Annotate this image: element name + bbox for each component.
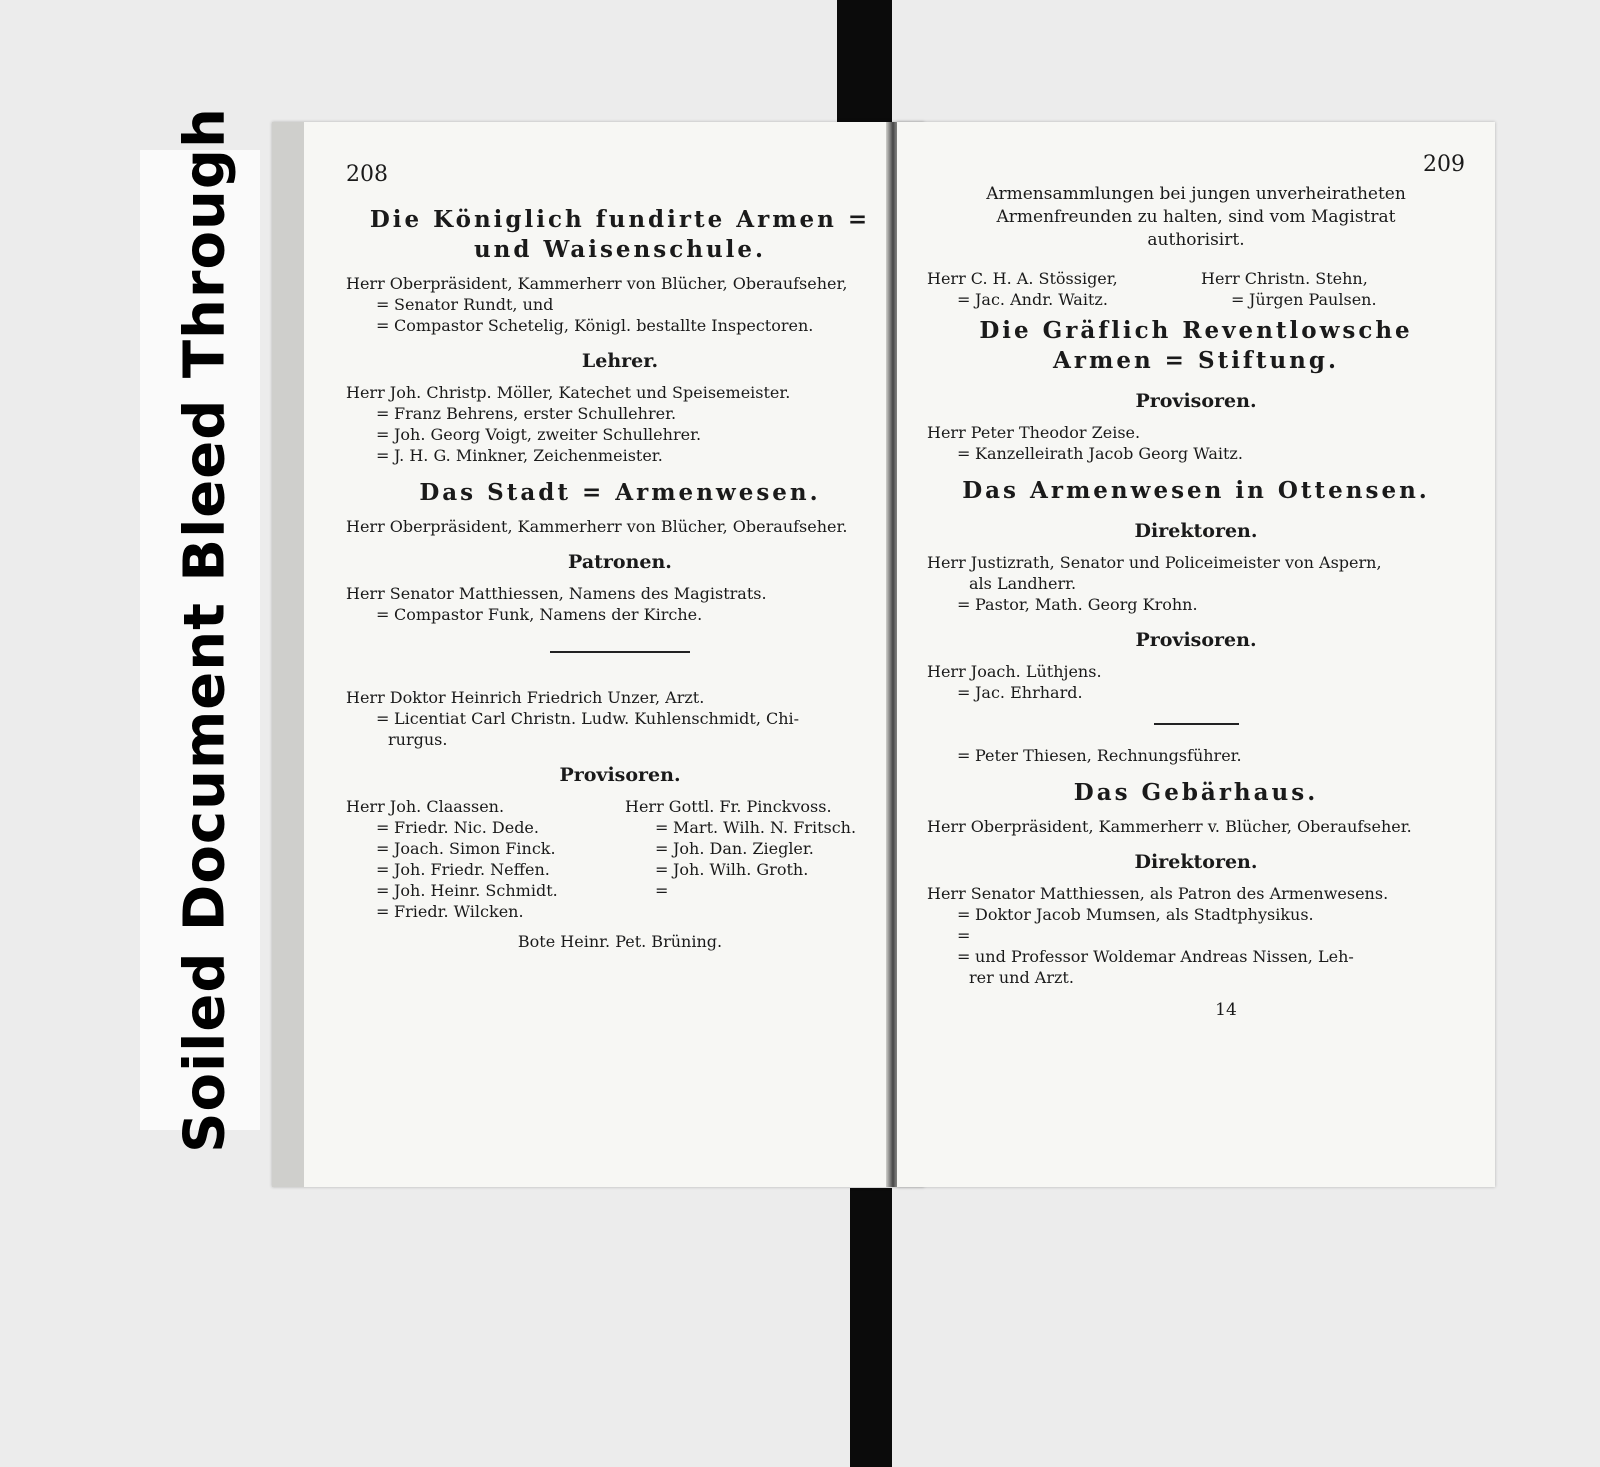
section-block [927, 778, 1465, 837]
book-spread [272, 122, 1492, 1192]
entry-text: und Professor Woldemar Andreas Nissen, Leh- [975, 947, 1354, 966]
ditto-mark: = = [957, 926, 971, 966]
entry-text: Pastor, Math. Georg Krohn. [975, 595, 1198, 614]
section-block [927, 520, 1465, 615]
ditto-mark: = [376, 446, 390, 465]
section-subheading: Lehrer. [581, 350, 659, 372]
entry-line [346, 403, 894, 424]
entry-line [346, 516, 894, 537]
entry-text: Herr Oberpräsident, Kammerherr v. Blücher, Oberaufseher. [927, 817, 1412, 836]
entry-text: Herr Senator Matthiessen, Namens des Magistrats. [346, 584, 767, 603]
entry-line [346, 382, 894, 403]
entry-text: Jac. Ehrhard. [975, 683, 1083, 702]
ditto-mark: = [376, 316, 390, 335]
entry-line [927, 661, 1465, 682]
entry-text: Compastor Funk, Namens der Kirche. [394, 605, 703, 624]
entry-text: J. H. G. Minkner, Zeichenmeister. [394, 446, 663, 465]
entry-text: Joh. Wilh. Groth. [673, 860, 809, 879]
entry-text: Herr Senator Matthiessen, als Patron des Armenwesens. [927, 884, 1389, 903]
entry-text: Herr Oberpräsident, Kammerherr von Blücher, Oberaufseher, [346, 274, 848, 293]
entry-text: Friedr. Wilcken. [394, 902, 524, 921]
entry-line [346, 817, 615, 838]
intro-line: Armensammlungen bei jungen unverheiratheten [986, 184, 1406, 204]
two-column-list [346, 796, 894, 922]
entry-line [346, 729, 894, 750]
entry-line [346, 796, 615, 817]
ditto-mark: = [376, 860, 390, 879]
entry-text: Joach. Simon Finck. [394, 839, 556, 858]
entry-text: Herr Justizrath, Senator und Policeimeister von Aspern, [927, 553, 1382, 572]
column-left [927, 268, 1191, 310]
entry-text: Herr C. H. A. Stössiger, [927, 269, 1118, 288]
entry-text: Licentiat Carl Christn. Ludw. Kuhlenschmidt, Chi- [394, 709, 800, 728]
entry-line [1201, 289, 1465, 310]
entry-line [346, 424, 894, 445]
left-page [272, 122, 924, 1187]
entry-line [927, 682, 1465, 703]
section-block [346, 350, 894, 466]
entry-text: Compastor Schetelig, Königl. bestallte Inspectoren. [394, 316, 814, 335]
signature-number: 14 [1215, 1000, 1237, 1020]
entry-text: rurgus. [388, 730, 448, 749]
ditto-mark: = [957, 290, 971, 309]
accountant-block [927, 745, 1465, 766]
entry-line [927, 573, 1465, 594]
ditto-mark: = [376, 605, 390, 624]
section-subheading: Direktoren. [1134, 851, 1258, 873]
column-right [1201, 268, 1465, 310]
entry-text: Joh. Heinr. Schmidt. [394, 881, 558, 900]
entry-line [346, 708, 894, 729]
page-number-left: 208 [346, 162, 388, 187]
entry-line [927, 594, 1465, 615]
entry-line [927, 289, 1191, 310]
section-heading: Das Gebärhaus. [1073, 779, 1319, 806]
entry-line [346, 445, 894, 466]
section-block [346, 551, 894, 625]
entry-line [625, 859, 894, 880]
column-right [625, 796, 894, 922]
entry-text: Herr Peter Theodor Zeise. [927, 423, 1141, 442]
entry-line [346, 838, 615, 859]
ditto-mark: = [376, 404, 390, 423]
ditto-mark: = [957, 746, 971, 765]
entry-line [927, 268, 1191, 289]
ditto-mark: = [957, 683, 971, 702]
entry-text: Mart. Wilh. N. Fritsch. [673, 818, 857, 837]
ditto-mark: = [376, 881, 390, 900]
separator-rule [1154, 723, 1239, 725]
entry-text: Kanzelleirath Jacob Georg Waitz. [975, 444, 1243, 463]
physician-block [346, 687, 894, 750]
entry-line [625, 880, 894, 901]
watermark-label: Soiled Document Bleed Through [172, 107, 238, 1153]
ditto-mark: = [655, 881, 669, 900]
left-page-content [304, 122, 924, 1187]
column-left [346, 796, 615, 922]
two-column-list [927, 268, 1465, 310]
section-block [927, 390, 1465, 464]
entry-text: Herr Gottl. Fr. Pinckvoss. [625, 797, 832, 816]
ditto-mark: = [376, 425, 390, 444]
separator-rule [550, 651, 690, 653]
section-block [927, 851, 1465, 988]
entry-line [927, 967, 1465, 988]
entry-text: Herr Christn. Stehn, [1201, 269, 1368, 288]
entry-text: rer und Arzt. [969, 968, 1074, 987]
ditto-mark: = [376, 709, 390, 728]
intro-line: authorisirt. [1147, 230, 1245, 250]
entry-line [346, 859, 615, 880]
entry-line [346, 880, 615, 901]
section-heading: Das Armenwesen in Ottensen. [962, 477, 1430, 504]
entry-line [346, 604, 894, 625]
entry-text: Joh. Georg Voigt, zweiter Schullehrer. [394, 425, 702, 444]
entry-line [625, 838, 894, 859]
ditto-mark: = [376, 818, 390, 837]
entry-text: Jürgen Paulsen. [1249, 290, 1377, 309]
entry-line [346, 315, 894, 336]
spine-top-band [837, 0, 892, 122]
ditto-mark: = [957, 905, 971, 924]
entry-text: Friedr. Nic. Dede. [394, 818, 539, 837]
section-subheading: Provisoren. [1135, 390, 1257, 412]
section-heading: Das Stadt = Armenwesen. [419, 479, 821, 506]
ditto-mark: = [655, 839, 669, 858]
entry-line [346, 273, 894, 294]
section-heading: Die Königlich fundirte Armen = und Waisenschule. [369, 206, 871, 263]
right-page [897, 122, 1495, 1187]
section-subheading: Provisoren. [1135, 629, 1257, 651]
ditto-mark: = [376, 839, 390, 858]
ditto-mark: = [376, 295, 390, 314]
intro-paragraph [927, 183, 1465, 252]
page-number-right: 209 [1423, 152, 1465, 177]
entry-line [927, 816, 1465, 837]
entry-line [927, 422, 1465, 443]
entry-line [1201, 268, 1465, 289]
entry-text: Herr Oberpräsident, Kammerherr von Blücher, Oberaufseher. [346, 517, 848, 536]
section-block [927, 476, 1465, 506]
entry-line [927, 904, 1465, 925]
section-block [927, 316, 1465, 376]
entry-text: Joh. Friedr. Neffen. [394, 860, 550, 879]
section-block [346, 478, 894, 537]
entry-line [625, 817, 894, 838]
section-block [927, 629, 1465, 703]
section-heading: Die Gräflich Reventlowsche Armen = Stiftung. [979, 317, 1413, 374]
entry-line [625, 796, 894, 817]
entry-text: Jac. Andr. Waitz. [975, 290, 1108, 309]
entry-text: als Landherr. [969, 574, 1077, 593]
entry-line [346, 294, 894, 315]
entry-line [346, 687, 894, 708]
entry-text: Peter Thiesen, Rechnungsführer. [975, 746, 1242, 765]
entry-line [927, 443, 1465, 464]
section-block [346, 205, 894, 336]
entry-line [927, 883, 1465, 904]
entry-text: Joh. Dan. Ziegler. [673, 839, 814, 858]
ditto-mark: = [957, 595, 971, 614]
intro-line: Armenfreunden zu halten, sind vom Magistrat [996, 207, 1396, 227]
section-subheading: Direktoren. [1134, 520, 1258, 542]
ditto-mark: = [1231, 290, 1245, 309]
entry-text: Herr Joh. Christp. Möller, Katechet und Speisemeister. [346, 383, 791, 402]
entry-line [927, 552, 1465, 573]
messenger-line: Bote Heinr. Pet. Brüning. [517, 932, 723, 951]
entry-line [927, 925, 1465, 967]
ditto-mark: = [655, 860, 669, 879]
entry-text: Herr Joh. Claassen. [346, 797, 505, 816]
section-subheading: Patronen. [568, 551, 672, 573]
entry-line [346, 901, 615, 922]
ditto-mark: = [376, 902, 390, 921]
ditto-mark: = [655, 818, 669, 837]
right-page-content [897, 122, 1495, 1187]
entry-text: Franz Behrens, erster Schullehrer. [394, 404, 677, 423]
entry-text: Herr Joach. Lüthjens. [927, 662, 1102, 681]
ditto-mark: = [957, 444, 971, 463]
entry-text: Senator Rundt, und [394, 295, 554, 314]
spine-bottom-band [850, 1188, 892, 1467]
entry-line [346, 583, 894, 604]
entry-text: Herr Doktor Heinrich Friedrich Unzer, Arzt. [346, 688, 705, 707]
section-subheading: Provisoren. [559, 764, 681, 786]
entry-text: Doktor Jacob Mumsen, als Stadtphysikus. [975, 905, 1314, 924]
entry-line [927, 745, 1465, 766]
